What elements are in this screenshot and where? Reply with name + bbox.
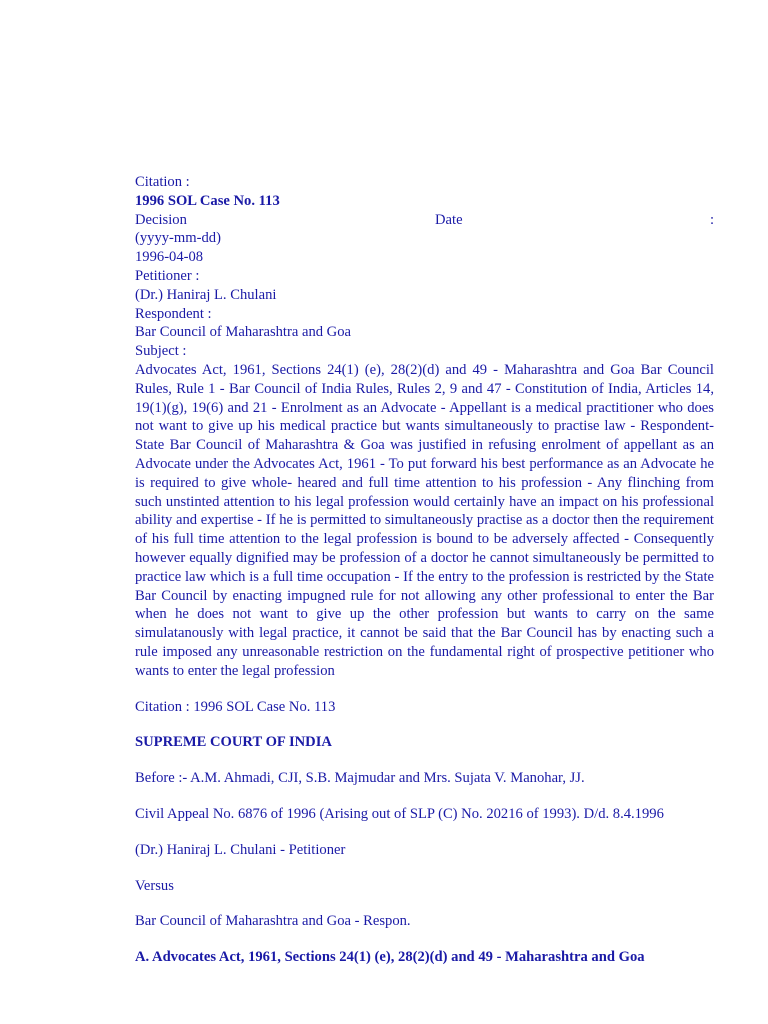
appeal-details: Civil Appeal No. 6876 of 1996 (Arising out of SLP (C) No. 20216 of 1993). D/d. 8.4.1996	[135, 805, 664, 822]
respondent-value: Bar Council of Maharashtra and Goa	[135, 324, 351, 341]
decision-date: 1996-04-08	[135, 249, 204, 266]
citation-line: Citation : 1996 SOL Case No. 113	[135, 698, 336, 715]
citation-label: Citation :	[135, 174, 190, 190]
headnote-start: A. Advocates Act, 1961, Sections 24(1) (e), 28(2)(d) and 49 - Maharashtra and Goa	[135, 949, 645, 966]
subject-label: Subject :	[135, 343, 187, 360]
petitioner-value: (Dr.) Haniraj L. Chulani	[135, 286, 277, 303]
petitioner-line: (Dr.) Haniraj L. Chulani - Petitioner	[135, 841, 346, 858]
petitioner-label: Petitioner :	[135, 267, 200, 284]
respondent-label: Respondent :	[135, 305, 212, 322]
document-page	[135, 173, 714, 967]
date-format: (yyyy-mm-dd)	[135, 230, 221, 247]
date-colon: :	[709, 211, 714, 228]
decision-date-row	[135, 211, 714, 230]
bench: Before :- A.M. Ahmadi, CJI, S.B. Majmudar and Mrs. Sujata V. Manohar, JJ.	[135, 770, 585, 787]
citation-value: 1996 SOL Case No. 113	[135, 192, 280, 209]
court-name: SUPREME COURT OF INDIA	[135, 734, 332, 751]
respondent-line: Bar Council of Maharashtra and Goa - Respon.	[135, 913, 411, 930]
date-label: Date	[435, 211, 463, 228]
versus-label: Versus	[135, 877, 174, 894]
subject-text: Advocates Act, 1961, Sections 24(1) (e), 28(2)(d) and 49 - Maharashtra and Goa Bar Council Rules, Rule 1 - Bar Council of India Rules, Rules 2, 9 and 47 - Constitution of India, Articles 14, 19(1)(g), 19(6) and 21 - Enrolment as an Advocate - Appellant is a medical practitioner who does not want to give up his medical practice but wants simultaneously to practise law - Respondent-State Bar Council of Maharashtra & Goa was justified in refusing enrolment of appellant as an Advocate under the Advocates Act, 1961 - To put forward his best performance as an Advocate he is required to give whole- heared and full time attention to his profession - Any flinching from such unstinted attention to his legal profession would certainly have an impact on his professional ability and expertise - If he is permitted to simultaneously practise as a doctor then the requirement of his full time attention to the legal profession is bound to be adversely affected - Consequently however equally dignified may be profession of a doctor he cannot simultaneously be permitted to practice law which is a full time occupation - If the entry to the profession is restricted by the State Bar Council by enacting impugned rule for not allowing any other professional to enter the Bar when he does not want to give up the other profession but wants to carry on the same simulatanously with legal practice, it cannot be said that the Bar Council has by enacting such a rule imposed any unreasonable restriction on the fundamental right of prospective petitioner who wants to enter the legal profession	[135, 361, 714, 679]
decision-label: Decision	[135, 211, 187, 228]
